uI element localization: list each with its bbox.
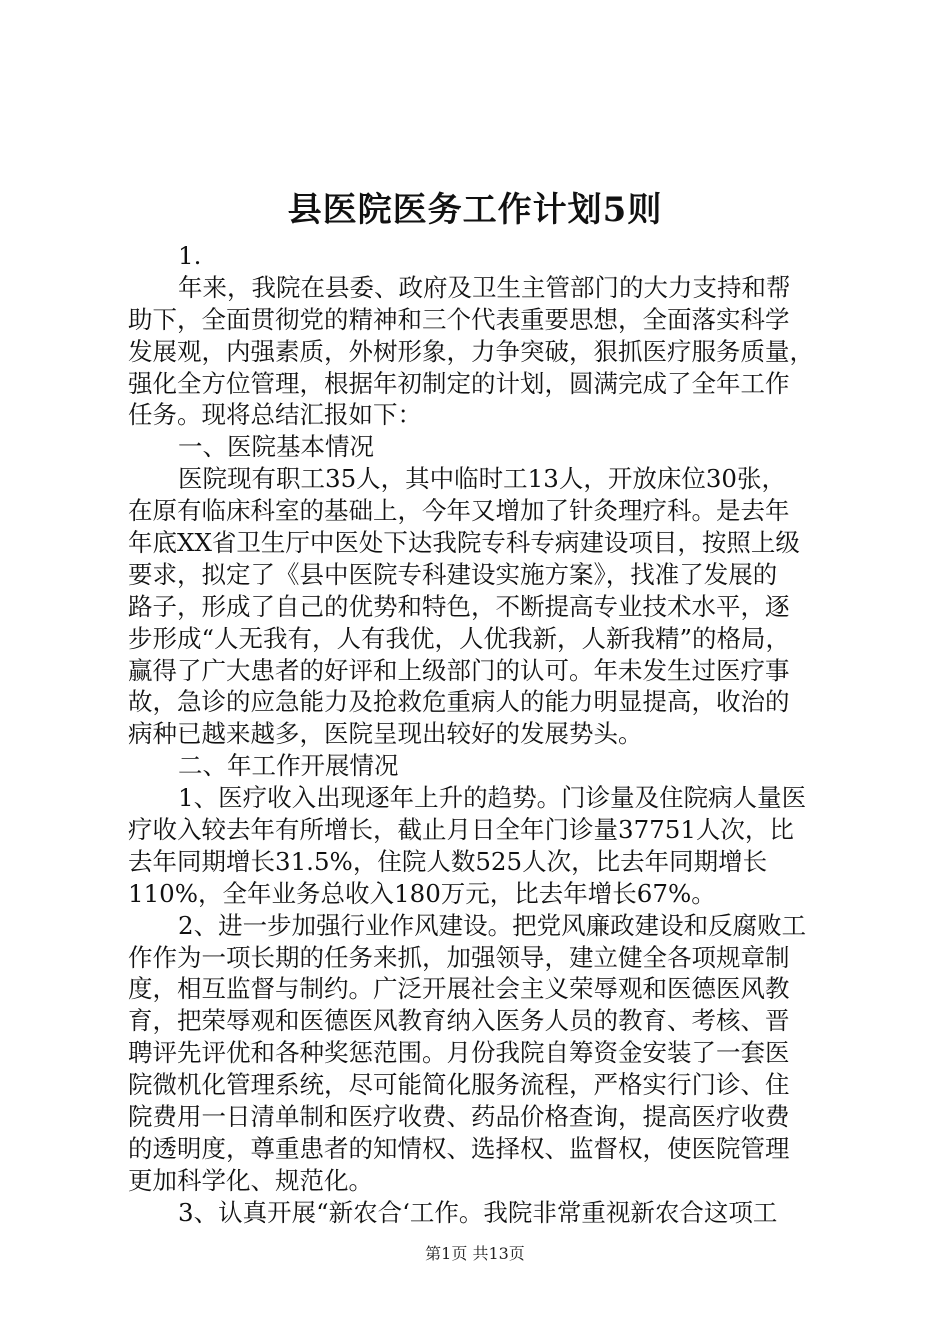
body-line: 2、进一步加强行业作风建设。把党风廉政建设和反腐败工 [178, 910, 807, 940]
body-line: 助下，全面贯彻党的精神和三个代表重要思想，全面落实科学 [128, 304, 790, 334]
body-line: 1. [178, 241, 202, 270]
document-body [128, 240, 840, 1229]
body-line: 1、医疗收入出现逐年上升的趋势。门诊量及住院病人量医 [178, 783, 807, 813]
body-line: 作作为一项长期的任务来抓，加强领导，建立健全各项规章制 [128, 942, 790, 972]
body-line: 育，把荣辱观和医德医风教育纳入医务人员的教育、考核、晋 [128, 1006, 790, 1036]
body-line: 院费用一日清单制和医疗收费、药品价格查询，提高医疗收费 [128, 1102, 790, 1132]
page-number: 第1页 共13页 [425, 1244, 525, 1263]
body-line: 3、认真开展“新农合‘工作。我院非常重视新农合这项工 [178, 1197, 778, 1227]
body-line: 更加科学化、规范化。 [128, 1165, 373, 1195]
body-line: 发展观，内强素质，外树形象，力争突破，狠抓医疗服务质量， [128, 336, 814, 366]
body-line: 赢得了广大患者的好评和上级部门的认可。年未发生过医疗事 [128, 655, 790, 685]
body-line: 聘评先评优和各种奖惩范围。月份我院自筹资金安装了一套医 [128, 1038, 790, 1068]
body-line: 年来，我院在县委、政府及卫生主管部门的大力支持和帮 [178, 272, 791, 302]
body-line: 度，相互监督与制约。广泛开展社会主义荣辱观和医德医风教 [128, 974, 790, 1004]
document-title: 县医院医务工作计划5则 [287, 190, 663, 230]
body-line: 病种已越来越多，医院呈现出较好的发展势头。 [128, 719, 643, 749]
body-line: 去年同期增长31.5%，住院人数525人次，比去年同期增长 [128, 846, 768, 876]
body-line: 故，急诊的应急能力及抢救危重病人的能力明显提高，收治的 [128, 687, 790, 717]
body-line: 强化全方位管理，根据年初制定的计划，圆满完成了全年工作 [128, 368, 790, 398]
body-line: 步形成“人无我有，人有我优，人优我新，人新我精”的格局， [128, 623, 791, 653]
body-line: 任务。现将总结汇报如下： [128, 400, 422, 430]
body-line: 的透明度，尊重患者的知情权、选择权、监督权，使医院管理 [128, 1133, 790, 1163]
body-line: 110%，全年业务总收入180万元，比去年增长67%。 [128, 878, 716, 908]
body-line: 在原有临床科室的基础上，今年又增加了针灸理疗科。是去年 [128, 496, 790, 526]
body-line: 要求，拟定了《县中医院专科建设实施方案》，找准了发展的 [128, 559, 778, 589]
body-line: 院微机化管理系统，尽可能简化服务流程，严格实行门诊、住 [128, 1070, 790, 1100]
body-line: 路子，形成了自己的优势和特色，不断提高专业技术水平，逐 [128, 591, 790, 621]
section-heading: 二、年工作开展情况 [178, 751, 399, 781]
body-line: 医院现有职工35人，其中临时工13人，开放床位30张， [178, 464, 787, 494]
section-heading: 一、医院基本情况 [178, 432, 374, 462]
body-line: 年底XX省卫生厅中医处下达我院专科专病建设项目，按照上级 [128, 528, 800, 558]
body-line: 疗收入较去年有所增长，截止月日全年门诊量37751人次，比 [128, 815, 794, 845]
